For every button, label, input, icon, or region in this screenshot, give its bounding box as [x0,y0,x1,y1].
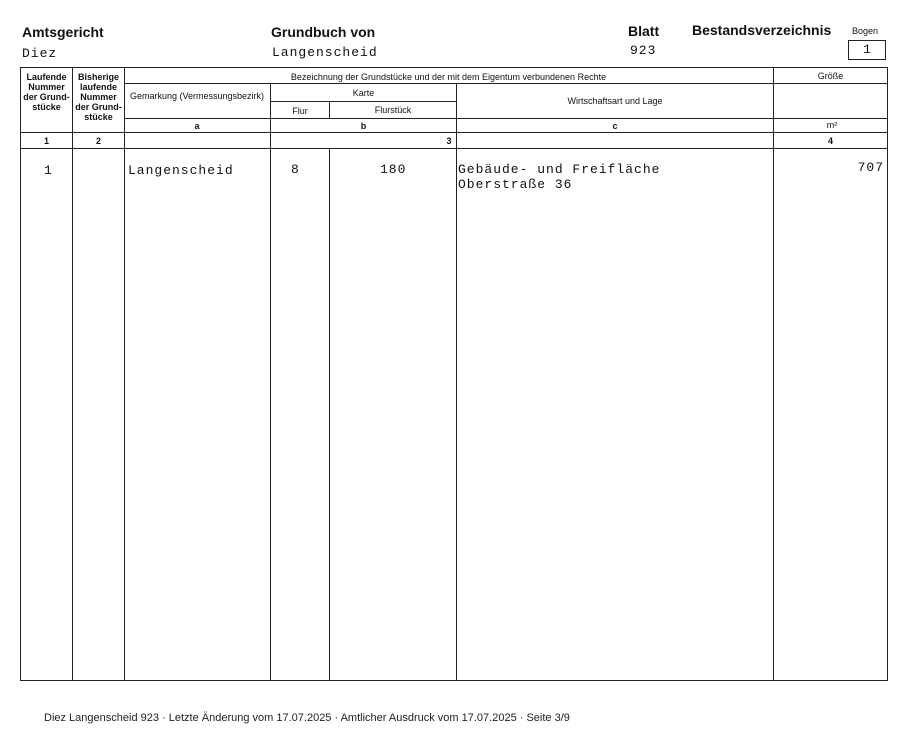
cell-wirtschaftsart-line2: Oberstraße 36 [458,177,573,192]
section-title: Bestandsverzeichnis [692,22,832,38]
blatt-label: Blatt [628,23,660,39]
col-header-groesse: Größe [817,71,844,81]
cell-groesse: 707 [857,160,884,175]
col-header-karte: Karte [352,88,375,98]
grundbuch-value: Langenscheid [272,45,378,60]
col-header-laufende: Laufende Nummer der Grund-stücke [23,72,70,112]
cell-flur: 8 [291,162,300,177]
sub-header-a: a [194,121,200,131]
col-header-gemarkung: Gemarkung (Vermessungsbezirk) [129,91,265,101]
col-header-wirtschaftsart: Wirtschaftsart und Lage [567,96,663,106]
unit-m2: m² [826,120,838,130]
col-number-2: 2 [95,136,101,146]
cell-gemarkung: Langenscheid [128,163,234,178]
col-header-flurstueck: Flurstück [374,105,412,115]
cell-laufende: 1 [44,163,53,178]
amtsgericht-label: Amtsgericht [22,24,104,40]
col-number-3: 3 [446,136,452,146]
sub-header-c: c [612,121,618,131]
bogen-label: Bogen [852,26,879,36]
amtsgericht-value: Diez [22,46,58,61]
bogen-value: 1 [848,40,886,60]
col-number-4: 4 [827,136,833,146]
blatt-value: 923 [630,43,657,58]
col-number-1: 1 [43,136,49,146]
grundbuch-label: Grundbuch von [271,24,376,40]
col-header-bezeichnung: Bezeichnung der Grundstücke und der mit dem Eigentum verbundenen Rechte [290,72,607,82]
col-header-bisherige: Bisherige laufende Nummer der Grund-stücke [75,72,122,122]
col-header-flur: Flur [292,106,308,116]
cell-flurstueck: 180 [380,162,407,177]
page-footer: Diez Langenscheid 923 · Letzte Änderung vom 17.07.2025 · Amtlicher Ausdruck vom 17.07.2025 · Seite 3/9 [44,712,570,724]
cell-wirtschaftsart-line1: Gebäude- und Freifläche [458,162,661,177]
sub-header-b: b [360,121,367,131]
